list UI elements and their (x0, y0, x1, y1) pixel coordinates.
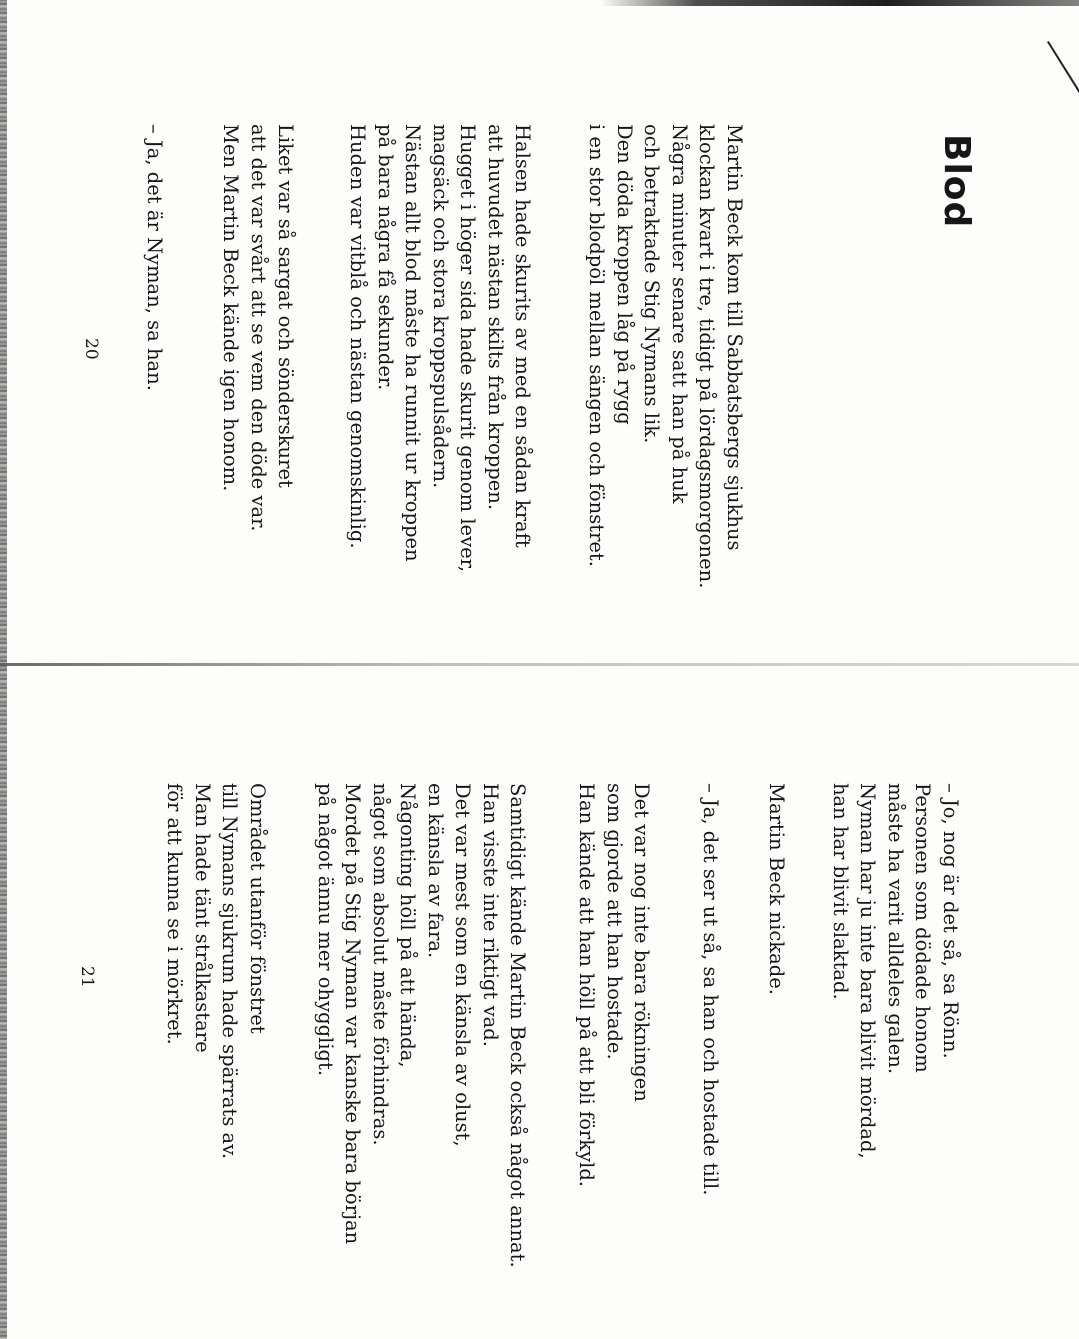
chapter-title: Blod (936, 134, 977, 229)
text-line: Men Martin Beck kände igen honom. (219, 124, 242, 492)
text-line: Nästan allt blod måste ha runnit ur kroppen (401, 124, 424, 562)
page-number: 21 (77, 966, 97, 988)
text-line: Det var nog inte bara rökningen (630, 783, 653, 1102)
text-line: något som absolut måste förhindras. (369, 783, 392, 1146)
text-line: Han visste inte riktigt vad. (479, 783, 502, 1047)
text-line: Huden var vitblå och nästan genomskinlig. (346, 124, 369, 549)
text-line: Samtidigt kände Martin Beck också något annat. (506, 783, 529, 1268)
text-line: Den döda kroppen låg på rygg (613, 124, 636, 425)
pen-mark (1047, 41, 1079, 97)
text-line: Halsen hade skurits av med en sådan kraft (511, 124, 534, 548)
text-line: Martin Beck kom till Sabbatsbergs sjukhus (723, 124, 746, 551)
text-line: för att kunna se i mörkret. (163, 783, 186, 1045)
page-number: 20 (81, 338, 101, 360)
text-line: klockan kvart i tre, tidigt på lördagsmorgonen. (695, 124, 718, 589)
text-line: Det var mest som en känsla av olust, (451, 783, 474, 1147)
text-line: Hugget i höger sida hade skurit genom lever, (456, 124, 479, 573)
text-line: och betraktade Stig Nymans lik. (640, 124, 663, 444)
text-line: till Nymans sjukrum hade spärrats av. (218, 783, 241, 1160)
text-line: – Ja, det är Nyman, sa han. (143, 124, 166, 391)
text-line: – Jo, nog är det så, sa Rönn. (939, 783, 962, 1059)
text-line: på bara några få sekunder. (374, 124, 397, 391)
text-line: Någonting höll på att hända, (396, 783, 419, 1068)
text-line: Mordet på Stig Nyman var kanske bara början (341, 783, 364, 1245)
text-line: han har blivit slaktad. (829, 783, 852, 1000)
text-line: Personen som dödade honom (911, 783, 934, 1073)
text-line: Några minuter senare satt han på huk (668, 124, 691, 504)
page-20 (0, 0, 982, 663)
text-line: Man hade tänt strålkastare (191, 783, 214, 1053)
text-line: Området utanför fönstret (246, 783, 269, 1034)
text-line: måste ha varit alldeles galen. (884, 783, 907, 1075)
text-line: Han kände att han höll på att bli förkyld. (575, 783, 598, 1188)
text-line: att det var svårt att se vem den döde var. (247, 124, 270, 532)
text-line: en känsla av fara. (424, 783, 447, 959)
page-21 (0, 666, 982, 1339)
text-line: – Ja, det ser ut så, sa han och hostade till. (699, 783, 722, 1196)
text-line: Martin Beck nickade. (765, 783, 788, 995)
text-line: som gjorde att han hostade. (603, 783, 626, 1060)
text-line: Nyman har ju inte bara blivit mördad, (856, 783, 879, 1159)
text-line: magsäck och stora kroppspulsådern. (429, 124, 452, 489)
text-line: i en stor blodpöl mellan sängen och fönstret. (585, 124, 608, 567)
text-line: på något ännu mer ohyggligt. (314, 783, 337, 1077)
text-line: att huvudet nästan skilts från kroppen. (484, 124, 507, 511)
text-line: Liket var så sargat och sönderskuret (274, 124, 297, 488)
